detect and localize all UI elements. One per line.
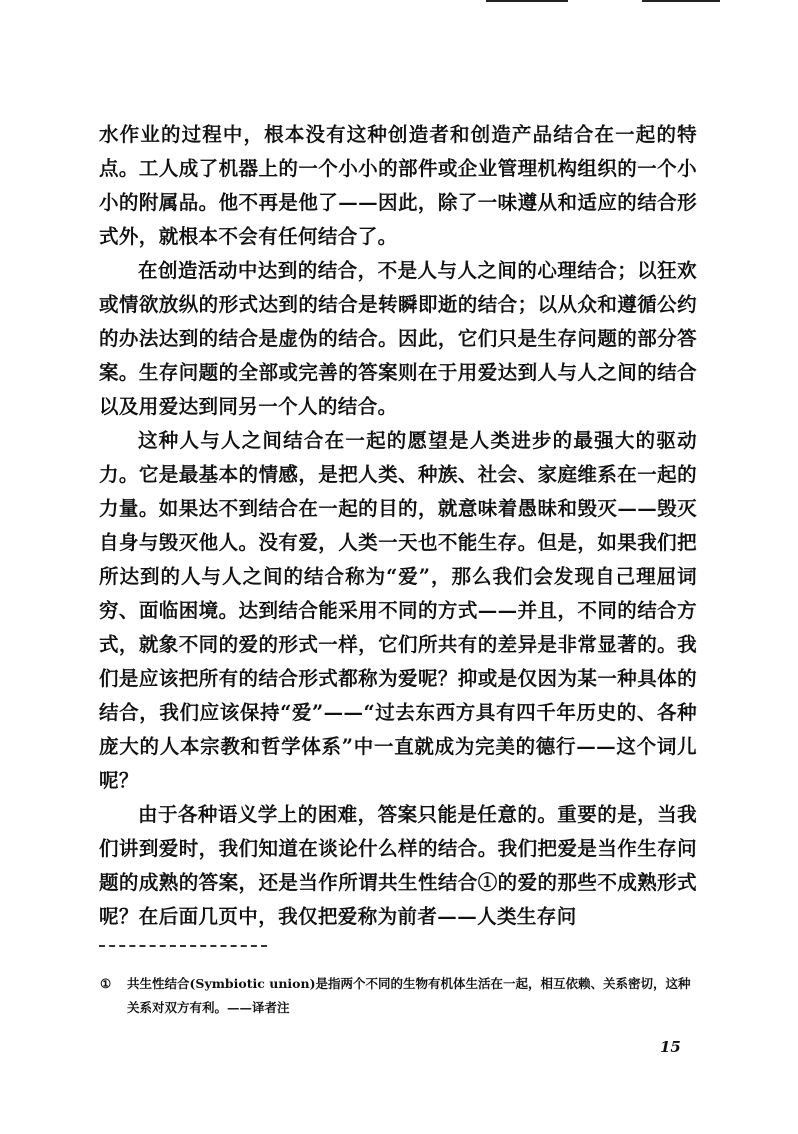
body-text bbox=[99, 118, 697, 934]
paragraph-4: 由于各种语义学上的困难，答案只能是任意的。重要的是，当我们讲到爱时，我们知道在谈论什么样的结合。我们把爱是当作生存问题的成熟的答案，还是当作所谓共生性结合①的爱的那些不成熟形式呢？在后面几页中，我仅把爱称为前者——人类生存问 bbox=[99, 803, 697, 928]
page-number: 15 bbox=[660, 1038, 681, 1056]
paragraph-1: 水作业的过程中，根本没有这种创造者和创造产品结合在一起的特点。工人成了机器上的一个小小的部件或企业管理机构组织的一个小小的附属品。他不再是他了——因此，除了一味遵从和适应的结合形式外，就根本不会有任何结合了。 bbox=[99, 123, 697, 248]
footnote-divider bbox=[99, 945, 267, 947]
top-rule-left bbox=[486, 0, 568, 2]
top-rule-right bbox=[642, 0, 720, 2]
footnote bbox=[100, 972, 699, 1020]
paragraph-3: 这种人与人之间结合在一起的愿望是人类进步的最强大的驱动力。它是最基本的情感，是把人类、种族、社会、家庭维系在一起的力量。如果达不到结合在一起的目的，就意味着愚昧和毁灭——毁灭自身与毁灭他人。没有爱，人类一天也不能生存。但是，如果我们把所达到的人与人之间的结合称为“爱”，那么我们会发现自己理屈词穷、面临困境。达到结合能采用不同的方式——并且，不同的结合方式，就象不同的爱的形式一样，它们所共有的差异是非常显著的。我们是应该把所有的结合形式都称为爱呢？抑或是仅因为某一种具体的结合，我们应该保持“爱”——“过去东西方具有四千年历史的、各种庞大的人本宗教和哲学体系”中一直就成为完美的德行——这个词儿呢？ bbox=[99, 429, 697, 792]
footnote-mark: ① bbox=[100, 976, 112, 991]
paragraph-2: 在创造活动中达到的结合，不是人与人之间的心理结合；以狂欢或情欲放纵的形式达到的结合是转瞬即逝的结合；以从众和遵循公约的办法达到的结合是虚伪的结合。因此，它们只是生存问题的部分答案。生存问题的全部或完善的答案则在于用爱达到人与人之间的结合以及用爱达到同另一个人的结合。 bbox=[99, 259, 697, 418]
footnote-text: 共生性结合(Symbiotic union)是指两个不同的生物有机体生活在一起，相互依赖、关系密切，这种关系对双方有利。——译者注 bbox=[127, 976, 691, 1015]
